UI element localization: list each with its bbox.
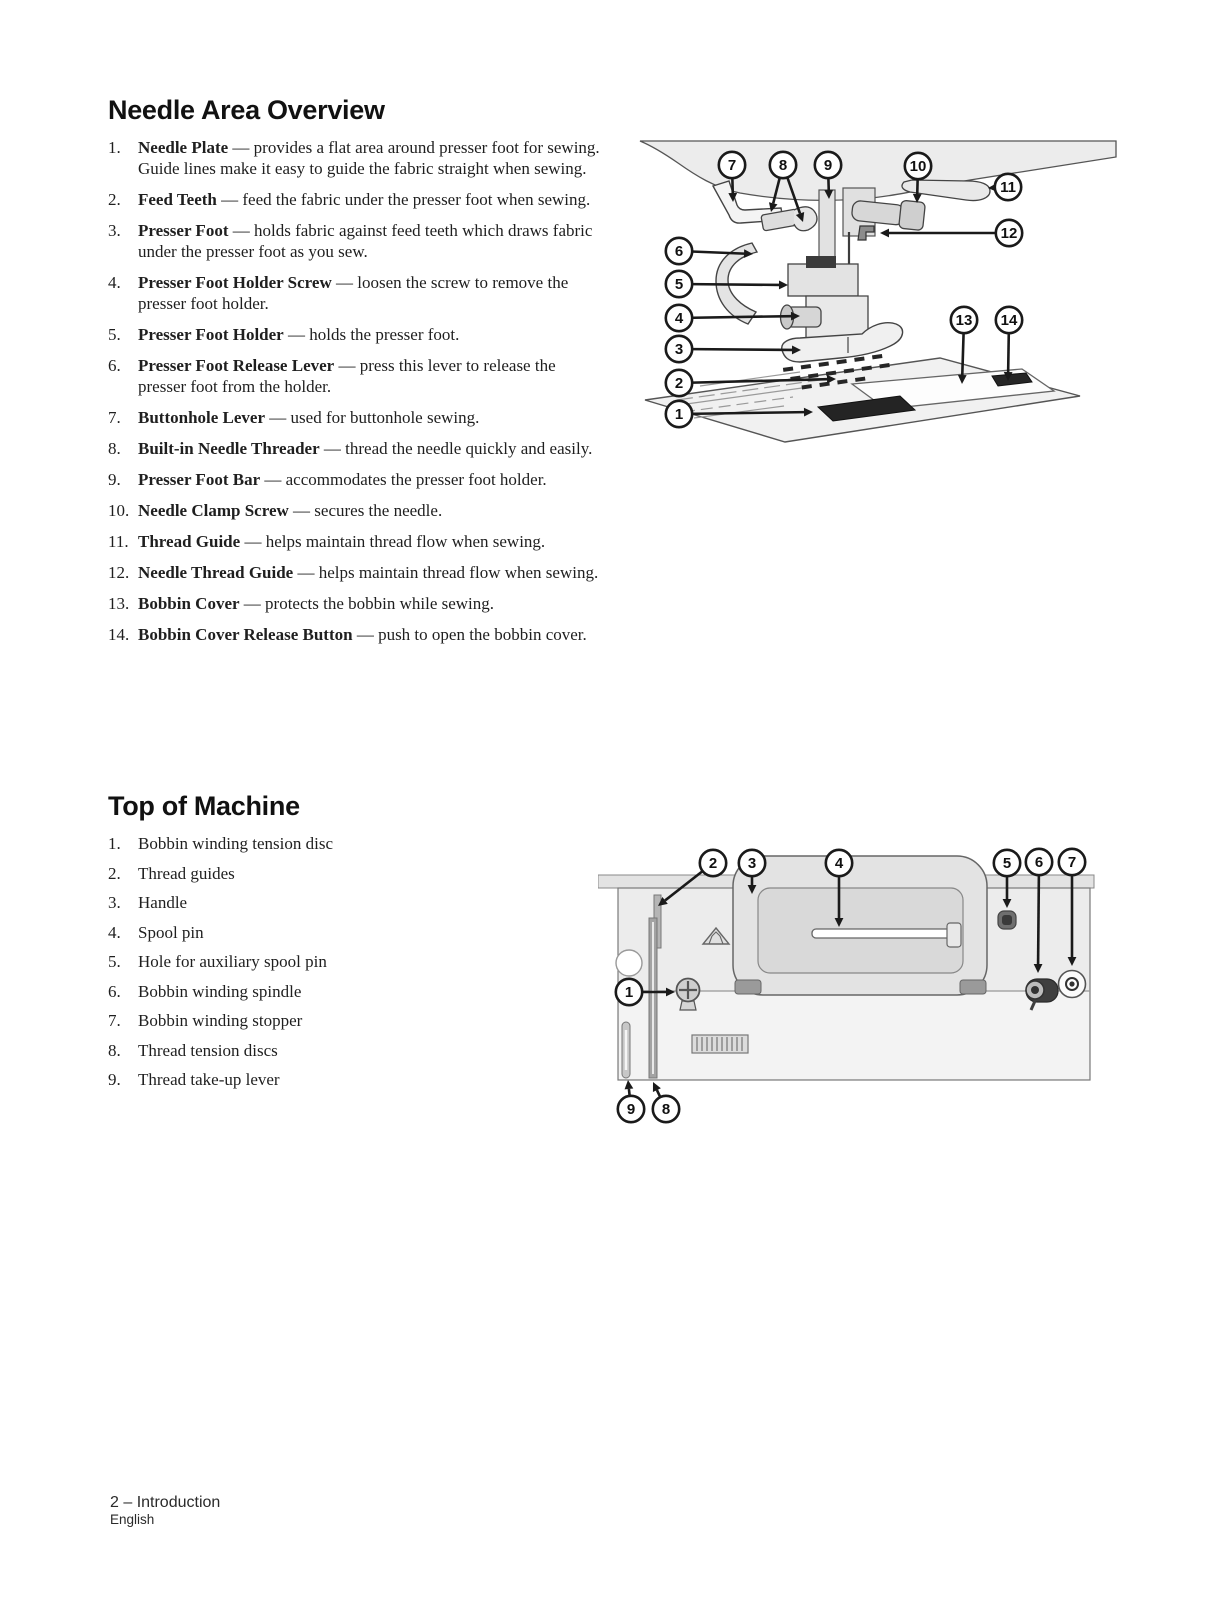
svg-text:9: 9 (823, 157, 833, 175)
svg-text:11: 11 (1000, 179, 1016, 197)
aux-spool-pin-hole (998, 911, 1016, 929)
item-term: Needle Clamp Screw (138, 501, 289, 521)
list-item (108, 324, 600, 345)
item-number: 5. (108, 952, 121, 972)
item-text: Thread tension discs (138, 1040, 278, 1060)
svg-text:14: 14 (1000, 312, 1018, 330)
bobbin-winding-stopper (1059, 971, 1086, 998)
item-number: 11. (108, 532, 129, 552)
item-number: 12. (108, 563, 130, 583)
footer-page-number: 2 – Introduction (110, 1494, 221, 1511)
list-item (108, 863, 600, 884)
item-text: Bobbin winding stopper (138, 1011, 303, 1031)
item-number: 6. (108, 981, 121, 1001)
item-number: 3. (108, 221, 121, 241)
item-number: 5. (108, 325, 121, 345)
item-term: Presser Foot Holder Screw (138, 273, 332, 293)
list-item (108, 531, 600, 552)
svg-text:4: 4 (834, 855, 844, 873)
take-up-lever-slot (622, 1022, 630, 1078)
item-text: Presser Foot Holder — holds the presser foot. (138, 325, 460, 345)
list-item (108, 220, 600, 262)
svg-text:13: 13 (955, 312, 973, 330)
list-item (108, 438, 600, 459)
item-text: Built-in Needle Threader — thread the needle quickly and easily. (138, 439, 593, 459)
svg-text:6: 6 (674, 243, 684, 261)
item-text: Presser Foot Bar — accommodates the presser foot holder. (138, 470, 547, 490)
item-text: Spool pin (138, 922, 204, 942)
list-item (108, 922, 600, 943)
callout-9 (618, 1080, 644, 1122)
list-item (108, 833, 600, 854)
list-item (108, 951, 600, 972)
svg-text:9: 9 (626, 1101, 636, 1119)
list-item (108, 469, 600, 490)
section-needle-area (108, 95, 600, 655)
top-of-machine-list (108, 833, 600, 1090)
item-term: Presser Foot Release Lever (138, 356, 335, 376)
item-number: 9. (108, 1070, 121, 1090)
list-item (108, 407, 600, 428)
needle-area-list (108, 137, 600, 645)
item-text: Needle Clamp Screw — secures the needle. (138, 501, 443, 521)
list-item (108, 500, 600, 521)
svg-text:5: 5 (674, 276, 684, 294)
svg-text:3: 3 (747, 855, 757, 873)
svg-text:4: 4 (674, 310, 684, 328)
svg-text:7: 7 (1067, 854, 1077, 872)
item-number: 7. (108, 1011, 121, 1031)
callout-8 (653, 1082, 679, 1122)
svg-text:2: 2 (708, 855, 718, 873)
svg-text:1: 1 (624, 984, 634, 1002)
list-item (108, 189, 600, 210)
item-number: 9. (108, 470, 121, 490)
list-item (108, 1040, 600, 1061)
svg-text:8: 8 (778, 157, 788, 175)
list-item (108, 593, 600, 614)
svg-text:6: 6 (1034, 854, 1044, 872)
item-text: Bobbin winding tension disc (138, 834, 334, 854)
top-of-machine-diagram (598, 833, 1096, 1127)
item-number: 7. (108, 408, 121, 428)
item-number: 13. (108, 594, 130, 614)
item-text: Bobbin Cover — protects the bobbin while sewing. (138, 594, 495, 614)
item-text: Thread take-up lever (138, 1070, 280, 1090)
item-text: Needle Thread Guide — helps maintain thread flow when sewing. (138, 563, 599, 583)
svg-text:10: 10 (909, 158, 927, 176)
item-number: 1. (108, 138, 121, 158)
item-text: Presser Foot Holder Screw — loosen the screw to remove the presser foot holder. (138, 273, 569, 314)
list-item (108, 137, 600, 179)
item-number: 8. (108, 439, 121, 459)
item-term: Buttonhole Lever (138, 408, 266, 428)
list-item (108, 562, 600, 583)
needle-area-diagram (626, 138, 1122, 452)
section-top-of-machine (108, 791, 600, 1099)
item-term: Needle Thread Guide (138, 563, 294, 583)
svg-text:1: 1 (674, 406, 684, 424)
item-number: 4. (108, 922, 121, 942)
list-item (108, 981, 600, 1002)
section-title-needle-area: Needle Area Overview (108, 95, 385, 125)
svg-text:3: 3 (674, 341, 684, 359)
svg-text:8: 8 (661, 1101, 671, 1119)
callout-3 (666, 336, 801, 362)
vent-grille (692, 1035, 748, 1053)
list-item (108, 1010, 600, 1031)
needle-plate (645, 355, 1080, 442)
item-number: 8. (108, 1040, 121, 1060)
item-number: 10. (108, 501, 130, 521)
item-number: 3. (108, 893, 121, 913)
item-text: Feed Teeth — feed the fabric under the presser foot when sewing. (138, 190, 591, 210)
item-number: 6. (108, 356, 121, 376)
item-term: Presser Foot (138, 221, 229, 241)
item-number: 4. (108, 273, 121, 293)
item-number: 2. (108, 190, 121, 210)
item-term: Presser Foot Holder (138, 325, 284, 345)
callout-11 (988, 174, 1021, 200)
item-term: Needle Plate (138, 138, 229, 158)
list-item (108, 624, 600, 645)
item-term: Feed Teeth (138, 190, 217, 210)
list-item (108, 355, 600, 397)
item-text: Presser Foot Release Lever — press this lever to release the presser foot from the holder. (138, 356, 556, 397)
item-text: Bobbin winding spindle (138, 981, 302, 1001)
item-text: Thread guides (138, 863, 235, 883)
list-item (108, 272, 600, 314)
item-text: Needle Plate — provides a flat area around presser foot for sewing. Guide lines make it easy to guide the fabric straight when sewing. (138, 138, 600, 179)
item-number: 2. (108, 863, 121, 883)
list-item (108, 1069, 600, 1090)
item-term: Presser Foot Bar (138, 470, 261, 490)
item-text: Buttonhole Lever — used for buttonhole sewing. (138, 408, 480, 428)
item-text: Thread Guide — helps maintain thread flow when sewing. (138, 532, 546, 552)
svg-text:7: 7 (727, 157, 737, 175)
page-footer (110, 1494, 220, 1528)
section-title-top-of-machine: Top of Machine (108, 791, 300, 821)
footer-language: English (110, 1512, 155, 1527)
item-term: Built-in Needle Threader (138, 439, 320, 459)
item-text: Presser Foot — holds fabric against feed teeth which draws fabric under the presser foot as you sew. (138, 221, 593, 262)
item-term: Bobbin Cover Release Button (138, 625, 353, 645)
item-text: Bobbin Cover Release Button — push to open the bobbin cover. (138, 625, 587, 645)
item-term: Thread Guide (138, 532, 241, 552)
item-number: 14. (108, 625, 130, 645)
item-text: Hole for auxiliary spool pin (138, 952, 327, 972)
hand-wheel-circle (616, 950, 642, 976)
item-number: 1. (108, 834, 121, 854)
item-term: Bobbin Cover (138, 594, 240, 614)
item-text: Handle (138, 893, 188, 913)
machine-arm (640, 141, 1116, 200)
svg-text:5: 5 (1002, 855, 1012, 873)
svg-text:12: 12 (1000, 225, 1018, 243)
svg-text:2: 2 (674, 375, 684, 393)
list-item (108, 892, 600, 913)
